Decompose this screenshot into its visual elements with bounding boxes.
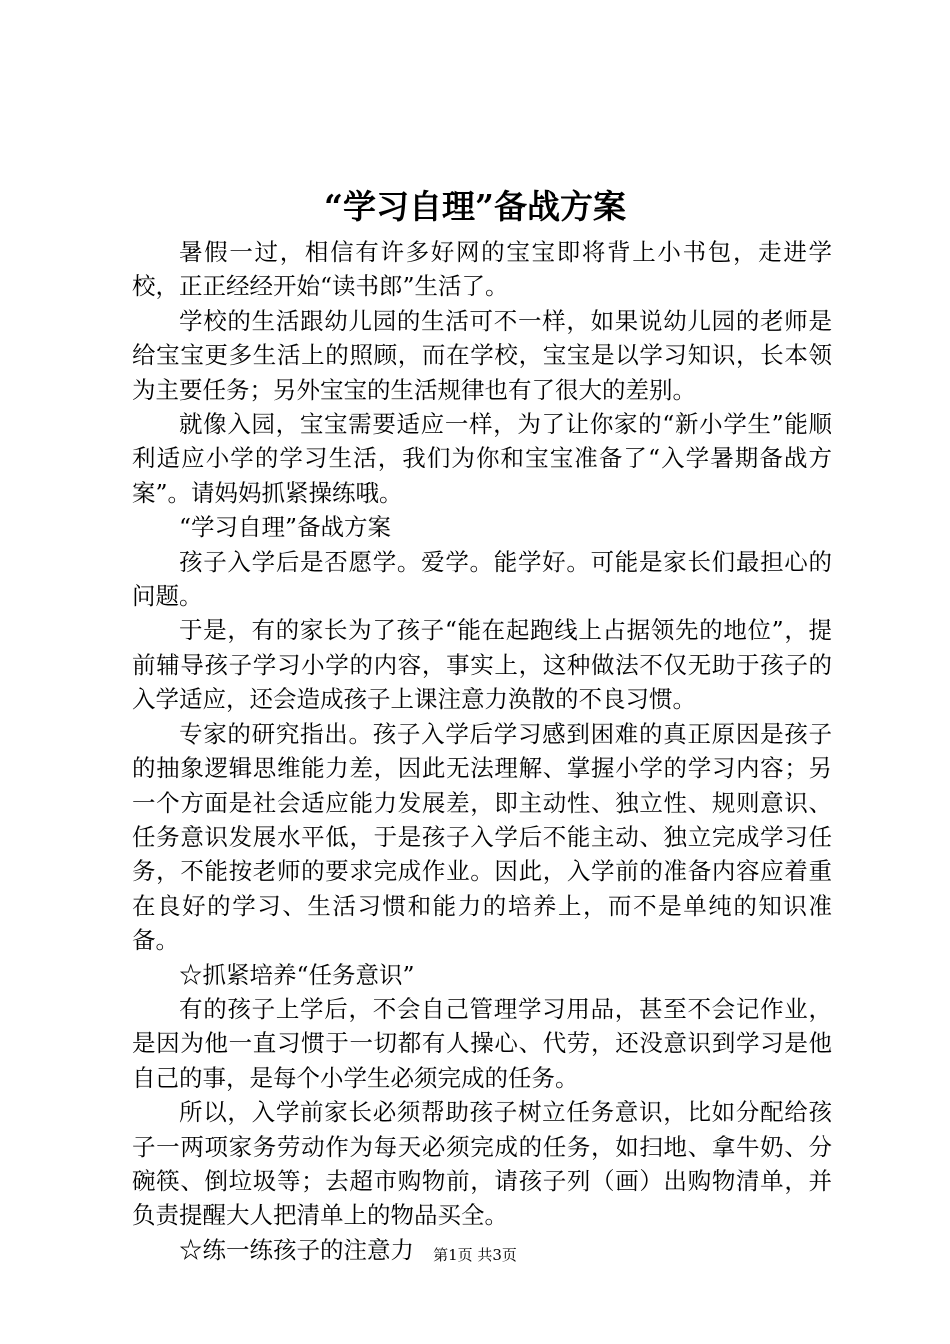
paragraph-household-tasks: 所以，入学前家长必须帮助孩子树立任务意识，比如分配给孩子一两项家务劳动作为每天必须完成的任务，如扫地、拿牛奶、分碗筷、倒垃圾等；去超市购物前，请孩子列（画）出购物清单，并负责提醒大人把清单上的物品买全。 — [132, 1098, 832, 1230]
section-heading-attention: ☆练一练孩子的注意力 — [179, 1235, 414, 1264]
paragraph-early-tutoring: 于是，有的家长为了孩子“能在起跑线上占据领先的地位”，提前辅导孩子学习小学的内容，事实上，这种做法不仅无助于孩子的入学适应，还会造成孩子上课注意力涣散的不良习惯。 — [132, 616, 832, 714]
section-heading-self-care: “学习自理”备战方案 — [179, 513, 392, 542]
paragraph-study-supplies: 有的孩子上学后，不会自己管理学习用品，甚至不会记作业，是因为他一直习惯于一切都有人操心、代劳，还没意识到学习是他自己的事，是每个小学生必须完成的任务。 — [132, 994, 832, 1092]
page-number-footer: 第1页 共3页 — [433, 1246, 517, 1264]
paragraph-school-life: 学校的生活跟幼儿园的生活可不一样，如果说幼儿园的老师是给宝宝更多生活上的照顾，而在学校，宝宝是以学习知识，长本领为主要任务；另外宝宝的生活规律也有了很大的差别。 — [132, 306, 832, 404]
section-heading-task-awareness: ☆抓紧培养“任务意识” — [179, 960, 415, 989]
paragraph-intro: 暑假一过，相信有许多好网的宝宝即将背上小书包，走进学校，正正经经开始“读书郎”生活了。 — [132, 238, 832, 301]
paragraph-expert-research: 专家的研究指出。孩子入学后学习感到困难的真正原因是孩子的抽象逻辑思维能力差，因此无法理解、掌握小学的学习内容；另一个方面是社会适应能力发展差，即主动性、独立性、规则意识、任务意识发展水平低，于是孩子入学后不能主动、独立完成学习任务，不能按老师的要求完成作业。因此，入学前的准备内容应着重在良好的学习、生活习惯和能力的培养上，而不是单纯的知识准备。 — [132, 719, 832, 955]
document-body — [132, 235, 832, 1267]
paragraph-parent-worry: 孩子入学后是否愿学。爱学。能学好。可能是家长们最担心的问题。 — [132, 547, 832, 611]
page-title: “学习自理”备战方案 — [324, 187, 626, 226]
paragraph-adapt: 就像入园，宝宝需要适应一样，为了让你家的“新小学生”能顺利适应小学的学习生活，我们为你和宝宝准备了“入学暑期备战方案”。请妈妈抓紧操练哦。 — [132, 410, 832, 507]
